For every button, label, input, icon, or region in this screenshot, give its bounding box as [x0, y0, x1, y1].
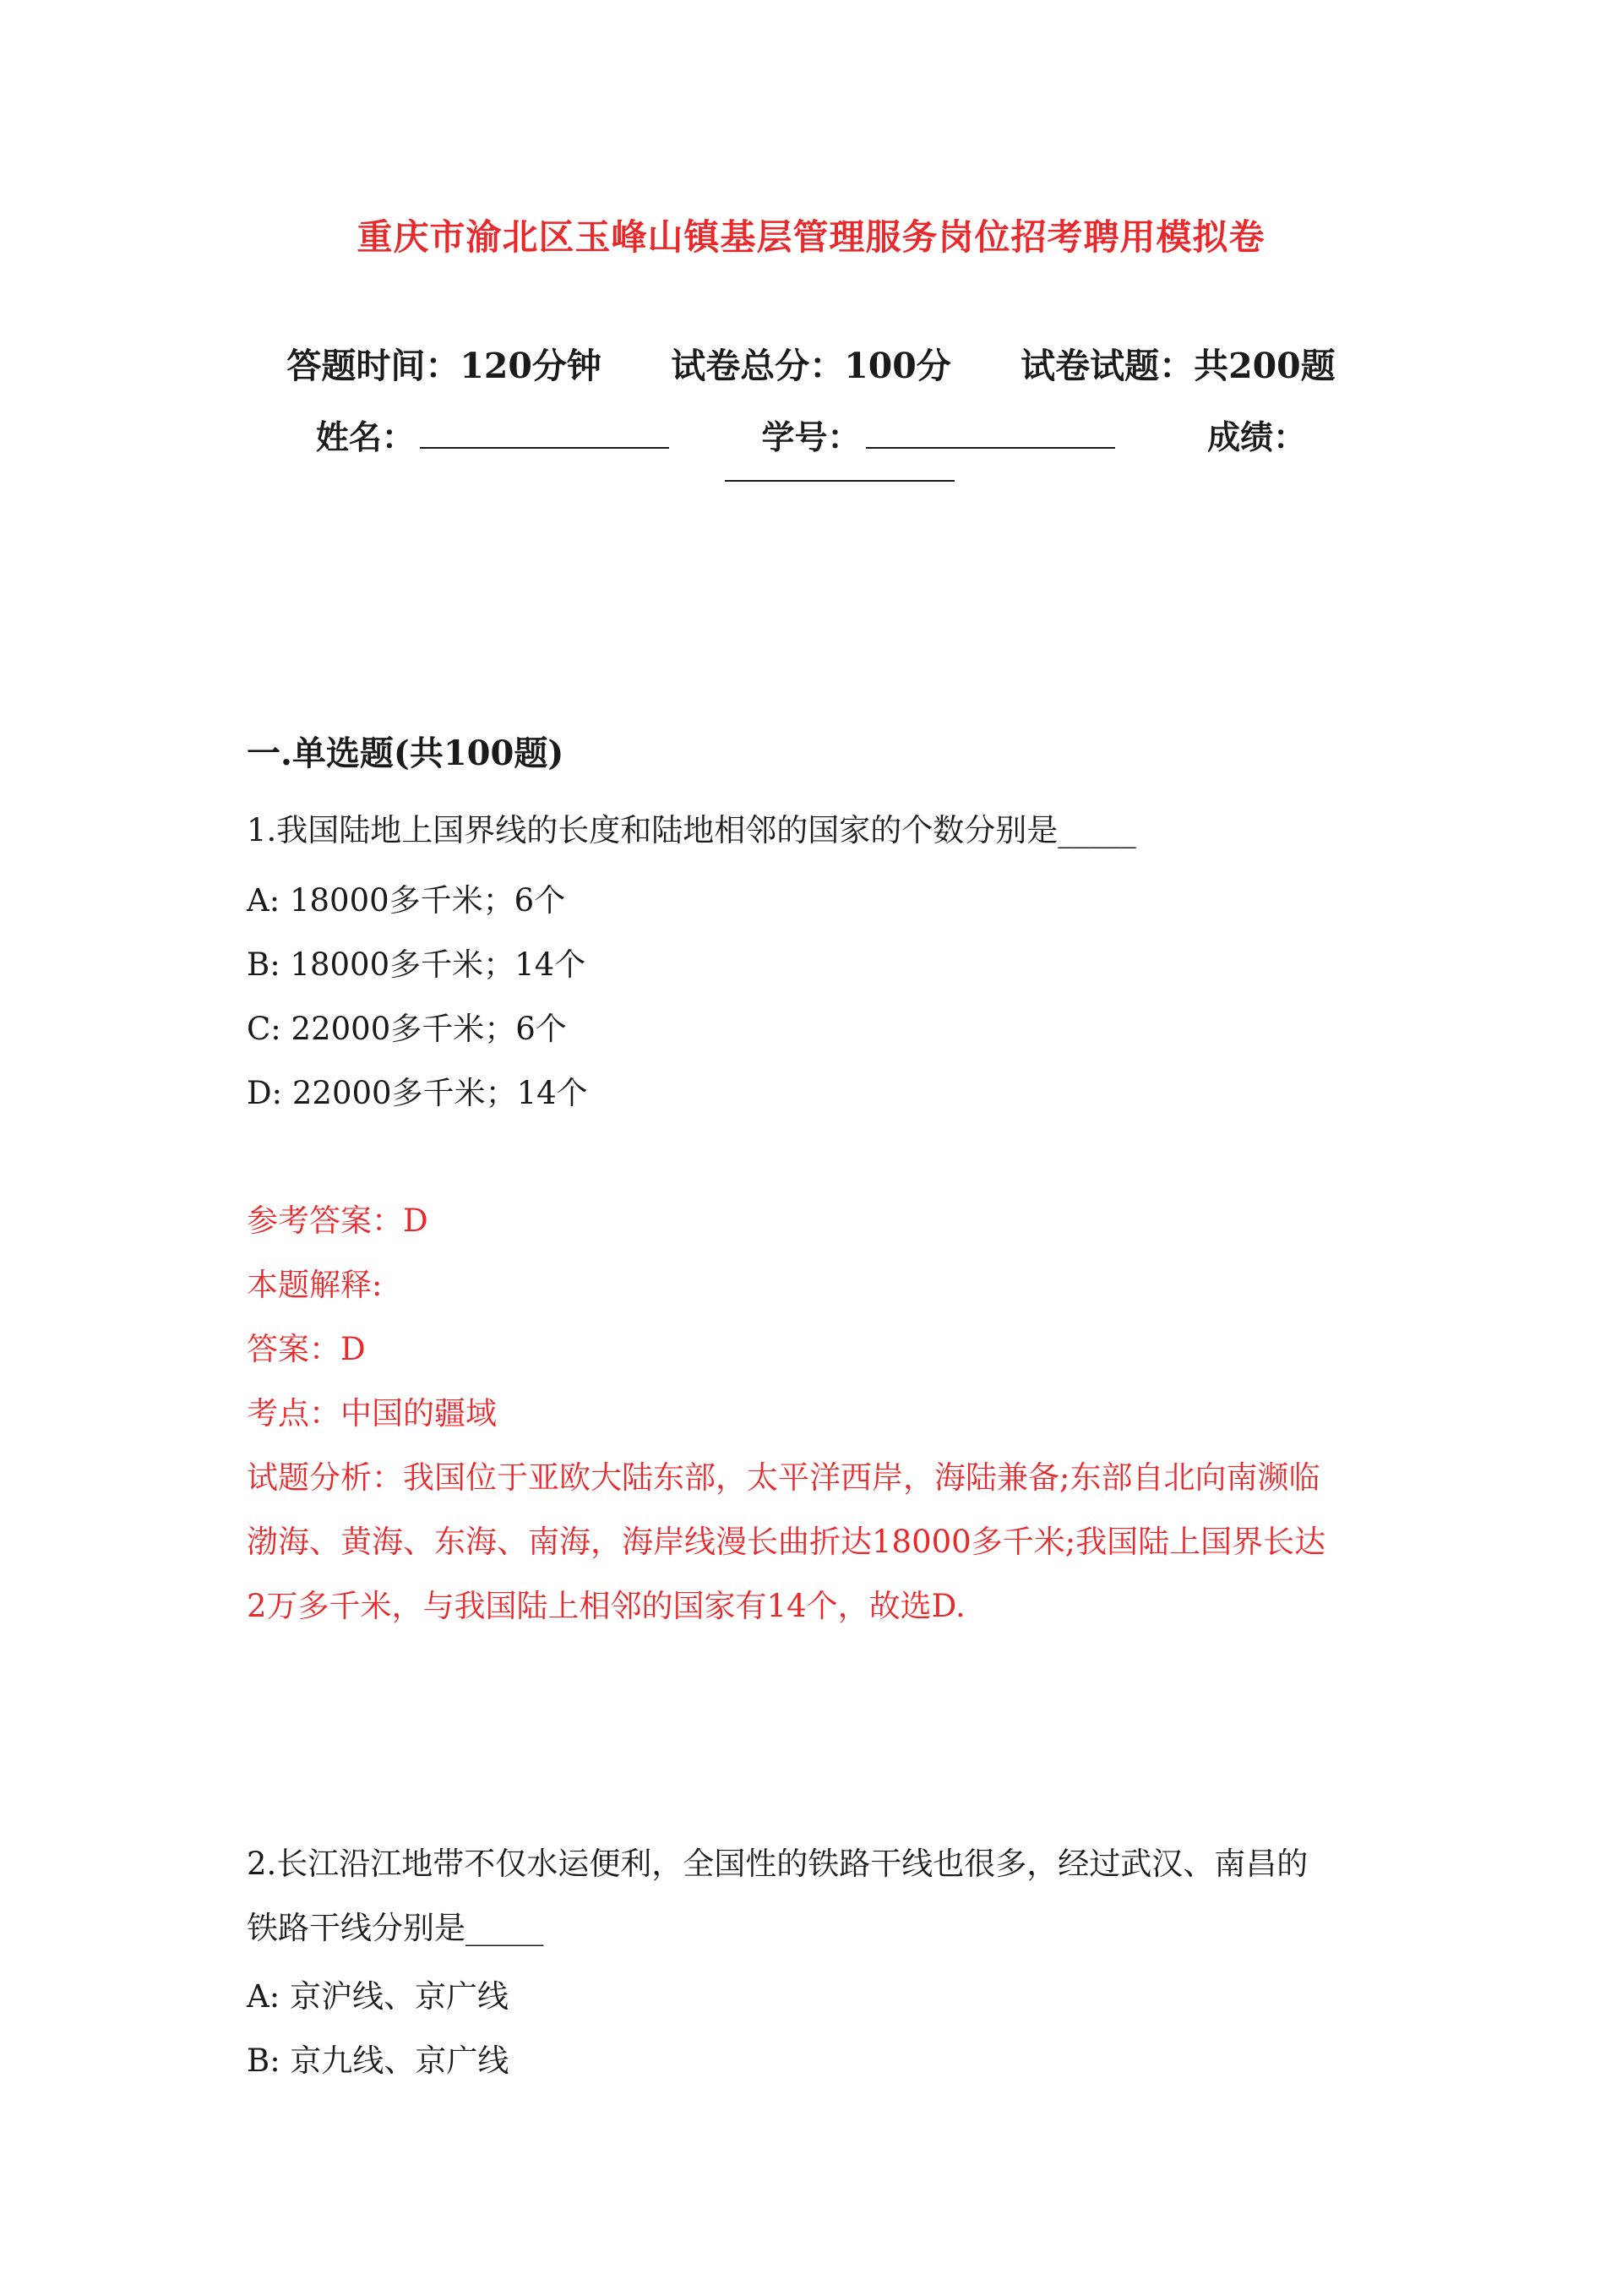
- exam-title: 重庆市渝北区玉峰山镇基层管理服务岗位招考聘用模拟卷: [357, 216, 1265, 258]
- score-field: [1207, 412, 1306, 459]
- question-1-reference-answer: 参考答案：D: [247, 1203, 428, 1239]
- question-count: 试卷试题：共200题: [1021, 346, 1336, 386]
- name-blank-line[interactable]: [420, 418, 669, 449]
- question-2-stem-line-1: 2.长江沿江地带不仅水运便利，全国性的铁路干线也很多，经过武汉、南昌的: [247, 1846, 1309, 1882]
- question-1-knowledge-point: 考点：中国的疆域: [247, 1395, 497, 1432]
- score-label: 成绩：: [1207, 418, 1307, 457]
- total-score: 试卷总分：100分: [671, 346, 951, 386]
- student-id-field: [761, 412, 1114, 459]
- question-1-answer: 答案：D: [247, 1331, 366, 1367]
- student-fields: [0, 412, 1622, 459]
- name-label: 姓名：: [315, 418, 415, 457]
- question-1-option-d: D: 22000多千米；14个: [247, 1075, 588, 1111]
- question-1-option-b: B: 18000多千米；14个: [247, 946, 586, 983]
- question-2-option-a: A: 京沪线、京广线: [247, 1978, 509, 2015]
- student-id-blank-line[interactable]: [866, 418, 1115, 449]
- question-1-stem: 1.我国陆地上国界线的长度和陆地相邻的国家的个数分别是_____: [247, 812, 1136, 848]
- question-1-analysis-line-1: 试题分析：我国位于亚欧大陆东部，太平洋西岸，海陆兼备;东部自北向南濒临: [247, 1459, 1320, 1496]
- question-1-option-c: C: 22000多千米；6个: [247, 1011, 567, 1047]
- score-blank-line[interactable]: [725, 480, 955, 482]
- question-2-option-b: B: 京九线、京广线: [247, 2042, 509, 2079]
- answer-time: 答题时间：120分钟: [286, 346, 601, 386]
- question-1-analysis-line-2: 渤海、黄海、东海、南海，海岸线漫长曲折达18000多千米;我国陆上国界长达: [247, 1524, 1326, 1560]
- question-1-explanation-label: 本题解释:: [247, 1267, 383, 1303]
- name-field: [316, 412, 669, 459]
- question-2-stem-line-2: 铁路干线分别是_____: [247, 1910, 544, 1946]
- section-heading: 一.单选题(共100题): [247, 734, 564, 773]
- question-1-option-a: A: 18000多千米；6个: [247, 882, 566, 919]
- exam-meta: [0, 338, 1622, 388]
- question-1-analysis-line-3: 2万多千米，与我国陆上相邻的国家有14个，故选D.: [247, 1588, 966, 1624]
- student-id-label: 学号：: [761, 418, 861, 457]
